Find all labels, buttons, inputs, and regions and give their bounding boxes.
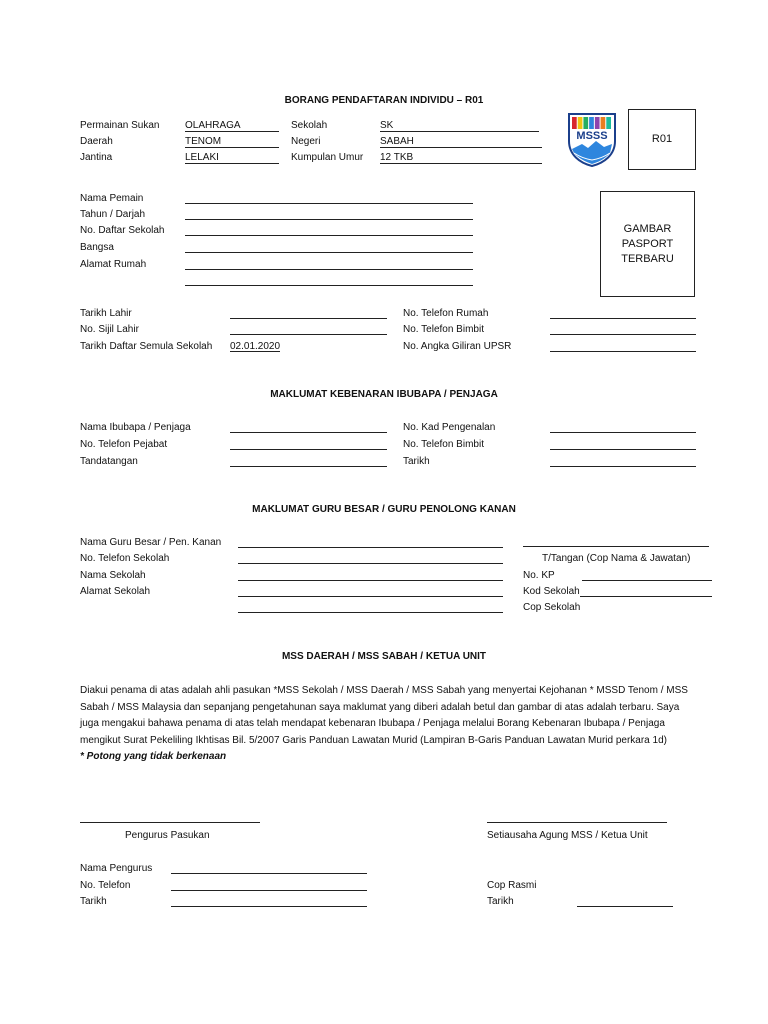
pengurus-tarikh-label: Tarikh — [80, 896, 107, 907]
bangsa-field[interactable] — [185, 252, 473, 253]
nama-pengurus-field[interactable] — [171, 873, 367, 874]
parent-nama-field[interactable] — [230, 432, 387, 433]
tel-rumah-field[interactable] — [550, 318, 696, 319]
headmaster-heading: MAKLUMAT GURU BESAR / GURU PENOLONG KANAN — [252, 504, 516, 515]
parent-tel-pejabat-label: No. Telefon Pejabat — [80, 439, 168, 450]
pengurus-sign-line[interactable] — [80, 822, 260, 823]
pengurus-tarikh-field[interactable] — [171, 906, 367, 907]
hm-kod-label: Kod Sekolah — [523, 586, 580, 597]
nama-pemain-label: Nama Pemain — [80, 193, 144, 204]
hm-tel-field[interactable] — [238, 563, 503, 564]
mss-heading: MSS DAERAH / MSS SABAH / KETUA UNIT — [281, 651, 487, 662]
parent-tarikh-label: Tarikh — [403, 456, 430, 467]
hm-nama-sekolah-label: Nama Sekolah — [80, 570, 146, 581]
photo-line3: TERBARU — [621, 253, 674, 265]
logo-stripe — [595, 117, 600, 129]
parent-tandatangan-field[interactable] — [230, 466, 387, 467]
page-title: BORANG PENDAFTARAN INDIVIDU – R01 — [284, 95, 484, 106]
tarikh-lahir-field[interactable] — [230, 318, 387, 319]
mss-para-line1: Diakui penama di atas adalah ahli pasukan *MSS Sekolah / MSS Daerah / MSS Sabah yang menyertai Kejohanan * MSSD Tenom / MSS — [80, 685, 688, 696]
tahun-field[interactable] — [185, 219, 473, 220]
parent-tandatangan-label: Tandatangan — [80, 456, 138, 467]
mss-para-line3: juga mengakui bahawa penama di atas telah mendapat kebenaran Ibubapa / Penjaga melalui Borang Kebenaran Ibubapa / Penjaga — [80, 718, 665, 729]
logo-stripe — [606, 117, 611, 129]
hm-alamat-field-2[interactable] — [238, 612, 503, 613]
cop-rasmi-label: Cop Rasmi — [487, 880, 537, 891]
logo-stripe — [578, 117, 583, 129]
kumpulan-label: Kumpulan Umur — [291, 152, 364, 163]
tel-bimbit-label: No. Telefon Bimbit — [403, 324, 484, 335]
alamat-rumah-field-2[interactable] — [185, 285, 473, 286]
daftar-label: No. Daftar Sekolah — [80, 225, 165, 236]
photo-box — [600, 191, 695, 297]
mss-note: * Potong yang tidak berkenaan — [80, 751, 227, 762]
angka-giliran-field[interactable] — [550, 351, 696, 352]
tarikh-daftar-value[interactable]: 02.01.2020 — [230, 341, 281, 352]
nama-pengurus-label: Nama Pengurus — [80, 863, 153, 874]
permainan-label: Permainan Sukan — [80, 120, 160, 131]
setiausaha-label: Setiausaha Agung MSS / Ketua Unit — [487, 830, 648, 841]
angka-giliran-label: No. Angka Giliran UPSR — [403, 341, 512, 352]
pengurus-tel-field[interactable] — [171, 890, 367, 891]
kumpulan-value[interactable]: 12 TKB — [380, 152, 542, 164]
hm-alamat-field-1[interactable] — [238, 596, 503, 597]
hm-alamat-label: Alamat Sekolah — [80, 586, 151, 597]
hm-ttangan-field[interactable] — [523, 546, 709, 547]
pengurus-label: Pengurus Pasukan — [125, 830, 210, 841]
setiausaha-tarikh-label: Tarikh — [487, 896, 514, 907]
parent-tarikh-field[interactable] — [550, 466, 696, 467]
mss-declaration — [80, 683, 700, 766]
parent-tel-pejabat-field[interactable] — [230, 449, 387, 450]
sijil-lahir-field[interactable] — [230, 334, 387, 335]
alamat-rumah-label: Alamat Rumah — [80, 259, 147, 270]
setiausaha-tarikh-field[interactable] — [577, 906, 673, 907]
hm-tel-label: No. Telefon Sekolah — [80, 553, 170, 564]
sekolah-label: Sekolah — [291, 120, 328, 131]
sekolah-value[interactable]: SK — [380, 120, 539, 132]
form-code-box — [628, 109, 696, 170]
hm-kp-label: No. KP — [523, 570, 555, 581]
alamat-rumah-field-1[interactable] — [185, 269, 473, 270]
hm-nama-label: Nama Guru Besar / Pen. Kanan — [80, 537, 222, 548]
parent-kad-field[interactable] — [550, 432, 696, 433]
nama-pemain-field[interactable] — [185, 203, 473, 204]
mss-para-line2: Sabah / MSS Malaysia dan sepanjang pengetahunan saya maklumat yang diberi adalah betul dan gambar di atas adalah terbaru. Saya — [80, 701, 680, 713]
tel-rumah-label: No. Telefon Rumah — [403, 308, 489, 319]
negeri-label: Negeri — [291, 136, 321, 147]
logo-stripe — [589, 117, 594, 129]
daerah-label: Daerah — [80, 136, 113, 147]
tarikh-daftar-underline — [230, 351, 280, 352]
bangsa-label: Bangsa — [80, 242, 114, 253]
daftar-field[interactable] — [185, 235, 473, 236]
parent-nama-label: Nama Ibubapa / Penjaga — [80, 422, 191, 433]
sijil-lahir-label: No. Sijil Lahir — [80, 324, 139, 335]
msss-logo — [566, 111, 618, 167]
pengurus-tel-label: No. Telefon — [80, 880, 131, 891]
logo-text: MSSS — [576, 130, 608, 142]
logo-stripe — [601, 117, 606, 129]
parent-tel-bimbit-field[interactable] — [550, 449, 696, 450]
jantina-label: Jantina — [80, 152, 113, 163]
setiausaha-sign-line[interactable] — [487, 822, 667, 823]
hm-cop-label: Cop Sekolah — [523, 602, 581, 613]
negeri-value[interactable]: SABAH — [380, 136, 542, 148]
parent-tel-bimbit-label: No. Telefon Bimbit — [403, 439, 484, 450]
tarikh-lahir-label: Tarikh Lahir — [80, 308, 132, 319]
tel-bimbit-field[interactable] — [550, 334, 696, 335]
photo-line2: PASPORT — [621, 238, 674, 250]
hm-nama-field[interactable] — [238, 547, 503, 548]
hm-kp-field[interactable] — [582, 580, 712, 581]
daerah-value[interactable]: TENOM — [185, 136, 279, 148]
hm-nama-sekolah-field[interactable] — [238, 580, 503, 581]
permainan-value[interactable]: OLAHRAGA — [185, 120, 279, 132]
tarikh-daftar-label: Tarikh Daftar Semula Sekolah — [80, 341, 213, 352]
mss-para-line4: mengikut Surat Pekeliling Ikhtisas Bil. 5/2007 Garis Panduan Lawatan Murid (Lampiran B-Garis Panduan Lawatan Murid perkara 1d) — [80, 734, 667, 746]
parent-kad-label: No. Kad Pengenalan — [403, 422, 496, 433]
hm-kod-field[interactable] — [580, 596, 712, 597]
logo-stripe — [572, 117, 577, 129]
photo-line1: GAMBAR — [623, 223, 672, 235]
logo-stripe — [583, 117, 588, 129]
hm-ttangan-label: T/Tangan (Cop Nama & Jawatan) — [542, 553, 691, 564]
jantina-value[interactable]: LELAKI — [185, 152, 279, 164]
tahun-label: Tahun / Darjah — [80, 209, 146, 220]
form-code: R01 — [651, 133, 673, 145]
parent-heading: MAKLUMAT KEBENARAN IBUBAPA / PENJAGA — [270, 389, 498, 400]
